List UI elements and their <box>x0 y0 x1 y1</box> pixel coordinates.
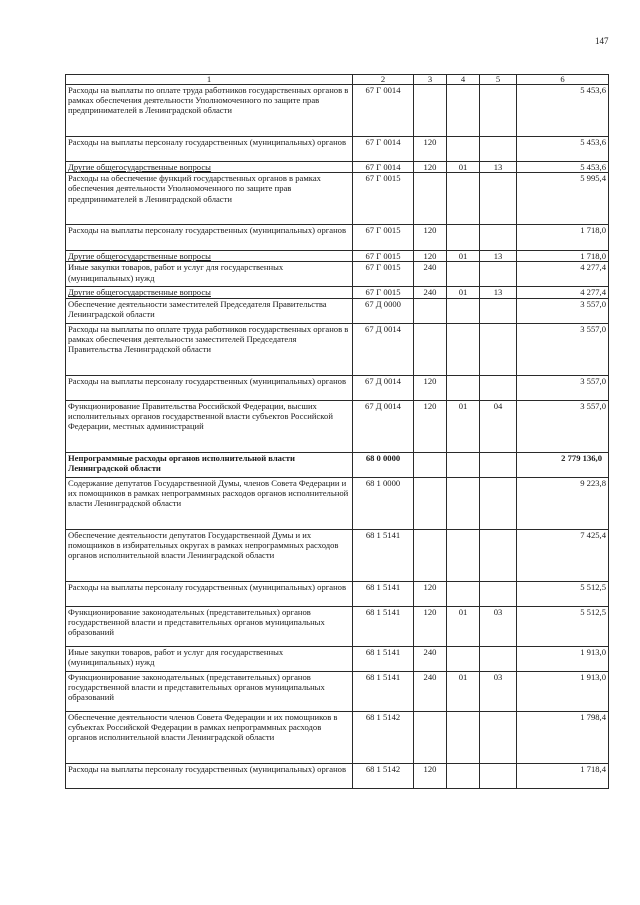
table-row <box>66 323 609 375</box>
table-row <box>66 529 609 581</box>
table-row <box>66 763 609 788</box>
row-rz-cell <box>447 711 480 763</box>
row-sum-cell: 5 995,4 <box>517 173 609 225</box>
row-sum-cell: 5 512,5 <box>517 606 609 646</box>
row-sum-cell: 1 913,0 <box>517 671 609 711</box>
row-vr-cell <box>414 298 447 323</box>
row-pr-cell <box>480 477 517 529</box>
row-sum-cell: 4 277,4 <box>517 287 609 298</box>
row-pr-cell <box>480 323 517 375</box>
row-rz-cell: 01 <box>447 287 480 298</box>
row-pr-cell: 13 <box>480 287 517 298</box>
row-pr-cell <box>480 763 517 788</box>
table-row <box>66 298 609 323</box>
row-name-cell <box>66 251 353 262</box>
row-vr-cell: 240 <box>414 287 447 298</box>
row-code-cell: 67 Г 0014 <box>353 137 414 162</box>
row-name-text: Расходы на выплаты персоналу государственных (муниципальных) органов <box>68 763 347 774</box>
row-code-cell: 68 1 5141 <box>353 529 414 581</box>
row-vr-cell: 120 <box>414 581 447 606</box>
table-row <box>66 251 609 262</box>
row-vr-cell: 240 <box>414 646 447 671</box>
row-pr-cell <box>480 137 517 162</box>
row-pr-cell <box>480 298 517 323</box>
row-pr-cell <box>480 581 517 606</box>
row-name-text: Функционирование законодательных (представительных) органов государственной власти и представительных органов муниципальных образований <box>68 606 325 638</box>
table-row <box>66 606 609 646</box>
row-rz-cell <box>447 529 480 581</box>
table-row <box>66 400 609 452</box>
table-row <box>66 262 609 287</box>
row-code-cell: 68 1 5142 <box>353 763 414 788</box>
row-code-cell: 67 Д 0000 <box>353 298 414 323</box>
row-code-cell: 68 1 5141 <box>353 581 414 606</box>
row-vr-cell: 240 <box>414 262 447 287</box>
row-pr-cell <box>480 452 517 477</box>
row-rz-cell <box>447 137 480 162</box>
row-name-text: Другие общегосударственные вопросы <box>68 287 211 298</box>
row-name-cell <box>66 162 353 173</box>
row-sum-cell: 1 718,0 <box>517 251 609 262</box>
row-vr-cell <box>414 323 447 375</box>
row-pr-cell <box>480 85 517 137</box>
row-rz-cell: 01 <box>447 606 480 646</box>
row-pr-cell <box>480 262 517 287</box>
header-cell-sum: 6 <box>517 75 609 85</box>
row-code-cell: 67 Г 0015 <box>353 262 414 287</box>
row-rz-cell <box>447 763 480 788</box>
row-name-text: Расходы на обеспечение функций государственных органов в рамках обеспечения деятельности Уполномоченного по защите прав предпринимателей в Ленинградской области <box>68 173 321 204</box>
row-name-text: Расходы на выплаты персоналу государственных (муниципальных) органов <box>68 581 347 592</box>
row-sum-cell: 1 718,4 <box>517 763 609 788</box>
row-name-text: Расходы на выплаты по оплате труда работников государственных органов в рамках обеспечения деятельности Уполномоченного по защите прав предпринимателей в Ленинградской области <box>68 85 349 116</box>
row-rz-cell <box>447 477 480 529</box>
row-name-text: Обеспечение деятельности членов Совета Федерации и их помощников в субъектах Российской Федерации в рамках непрограммных расходов органов исполнительной власти Ленинградской области <box>68 711 338 743</box>
table-row <box>66 452 609 477</box>
row-name-cell <box>66 323 353 375</box>
row-code-cell: 67 Д 0014 <box>353 400 414 452</box>
row-name-cell <box>66 646 353 671</box>
row-code-cell: 68 1 5141 <box>353 671 414 711</box>
row-pr-cell: 04 <box>480 400 517 452</box>
row-sum-cell: 5 453,6 <box>517 162 609 173</box>
row-vr-cell: 120 <box>414 763 447 788</box>
table-row <box>66 85 609 137</box>
table-row <box>66 225 609 251</box>
row-code-cell: 68 1 5141 <box>353 606 414 646</box>
header-cell-name: 1 <box>66 75 353 85</box>
row-pr-cell: 03 <box>480 606 517 646</box>
row-name-text: Обеспечение деятельности заместителей Председателя Правительства Ленинградской области <box>68 298 327 319</box>
row-name-text: Иные закупки товаров, работ и услуг для государственных (муниципальных) нужд <box>68 646 284 667</box>
row-name-cell <box>66 763 353 788</box>
row-pr-cell: 13 <box>480 162 517 173</box>
row-sum-cell: 1 798,4 <box>517 711 609 763</box>
row-vr-cell: 120 <box>414 606 447 646</box>
row-sum-cell: 1 718,0 <box>517 225 609 251</box>
row-name-cell <box>66 287 353 298</box>
row-sum-cell: 2 779 136,0 <box>517 452 609 477</box>
row-vr-cell: 120 <box>414 251 447 262</box>
row-pr-cell <box>480 711 517 763</box>
row-name-cell <box>66 400 353 452</box>
row-name-cell <box>66 262 353 287</box>
row-rz-cell <box>447 225 480 251</box>
row-rz-cell <box>447 375 480 400</box>
table-row <box>66 646 609 671</box>
row-vr-cell <box>414 452 447 477</box>
row-name-text: Расходы на выплаты персоналу государственных (муниципальных) органов <box>68 225 347 236</box>
row-vr-cell: 120 <box>414 162 447 173</box>
row-vr-cell: 240 <box>414 671 447 711</box>
row-code-cell: 67 Г 0015 <box>353 173 414 225</box>
row-rz-cell <box>447 581 480 606</box>
row-name-cell <box>66 225 353 251</box>
header-cell-pr: 5 <box>480 75 517 85</box>
row-name-cell <box>66 477 353 529</box>
row-name-cell <box>66 375 353 400</box>
row-vr-cell <box>414 711 447 763</box>
row-code-cell: 68 1 5141 <box>353 646 414 671</box>
row-name-text: Расходы на выплаты персоналу государственных (муниципальных) органов <box>68 137 347 147</box>
table-row <box>66 671 609 711</box>
row-rz-cell <box>447 173 480 225</box>
row-name-text: Другие общегосударственные вопросы <box>68 251 211 262</box>
budget-table <box>65 74 609 789</box>
row-name-cell <box>66 606 353 646</box>
row-code-cell: 68 1 0000 <box>353 477 414 529</box>
row-pr-cell <box>480 173 517 225</box>
page-number: 147 <box>595 36 609 46</box>
row-code-cell: 68 1 5142 <box>353 711 414 763</box>
row-name-text: Функционирование законодательных (представительных) органов государственной власти и представительных органов муниципальных образований <box>68 671 325 703</box>
row-name-text: Функционирование Правительства Российской Федерации, высших исполнительных органов государственной власти субъектов Российской Федерации, местных администраций <box>68 400 333 432</box>
row-code-cell: 67 Г 0014 <box>353 85 414 137</box>
row-name-cell <box>66 711 353 763</box>
table-row <box>66 287 609 298</box>
table-row <box>66 173 609 225</box>
row-name-cell <box>66 298 353 323</box>
row-rz-cell <box>447 646 480 671</box>
row-pr-cell: 03 <box>480 671 517 711</box>
row-name-cell <box>66 173 353 225</box>
header-cell-vr: 3 <box>414 75 447 85</box>
row-code-cell: 67 Г 0015 <box>353 225 414 251</box>
table-row <box>66 375 609 400</box>
row-vr-cell <box>414 85 447 137</box>
row-name-text: Обеспечение деятельности депутатов Государственной Думы и их помощников в избирательных округах в рамках непрограммных расходов органов исполнительной власти Ленинградской области <box>68 529 339 561</box>
row-name-text: Иные закупки товаров, работ и услуг для государственных (муниципальных) нужд <box>68 262 284 283</box>
row-vr-cell: 120 <box>414 225 447 251</box>
header-cell-code: 2 <box>353 75 414 85</box>
row-rz-cell: 01 <box>447 671 480 711</box>
row-name-cell <box>66 581 353 606</box>
row-sum-cell: 5 512,5 <box>517 581 609 606</box>
row-rz-cell: 01 <box>447 162 480 173</box>
row-code-cell: 67 Д 0014 <box>353 375 414 400</box>
row-vr-cell <box>414 173 447 225</box>
row-rz-cell <box>447 452 480 477</box>
row-vr-cell <box>414 529 447 581</box>
row-sum-cell: 7 425,4 <box>517 529 609 581</box>
row-name-cell <box>66 452 353 477</box>
row-pr-cell <box>480 529 517 581</box>
row-name-text: Непрограммные расходы органов исполнительной власти Ленинградской области <box>68 452 295 473</box>
header-cell-rz: 4 <box>447 75 480 85</box>
row-pr-cell <box>480 225 517 251</box>
row-rz-cell <box>447 323 480 375</box>
row-sum-cell: 5 453,6 <box>517 85 609 137</box>
row-name-text: Расходы на выплаты по оплате труда работников государственных органов в рамках обеспечения деятельности заместителей Председателя Правительства Ленинградской области <box>68 323 349 355</box>
row-sum-cell: 3 557,0 <box>517 323 609 375</box>
row-vr-cell: 120 <box>414 375 447 400</box>
row-code-cell: 67 Г 0015 <box>353 287 414 298</box>
row-code-cell: 67 Г 0015 <box>353 251 414 262</box>
row-code-cell: 67 Д 0014 <box>353 323 414 375</box>
table-row <box>66 162 609 173</box>
row-rz-cell: 01 <box>447 251 480 262</box>
row-sum-cell: 4 277,4 <box>517 262 609 287</box>
row-name-cell <box>66 671 353 711</box>
row-name-text: Содержание депутатов Государственной Думы, членов Совета Федерации и их помощников в рамках непрограммных расходов органов исполнительной власти Ленинградской области <box>68 477 349 509</box>
row-name-text: Другие общегосударственные вопросы <box>68 162 211 172</box>
table-row <box>66 581 609 606</box>
row-sum-cell: 3 557,0 <box>517 298 609 323</box>
row-code-cell: 68 0 0000 <box>353 452 414 477</box>
row-pr-cell <box>480 375 517 400</box>
row-rz-cell: 01 <box>447 400 480 452</box>
row-sum-cell: 9 223,8 <box>517 477 609 529</box>
row-vr-cell <box>414 477 447 529</box>
row-rz-cell <box>447 298 480 323</box>
row-vr-cell: 120 <box>414 137 447 162</box>
row-rz-cell <box>447 262 480 287</box>
row-vr-cell: 120 <box>414 400 447 452</box>
row-sum-cell: 3 557,0 <box>517 400 609 452</box>
row-name-text: Расходы на выплаты персоналу государственных (муниципальных) органов <box>68 375 347 386</box>
table-header-row <box>66 75 609 85</box>
row-pr-cell <box>480 646 517 671</box>
table-row <box>66 137 609 162</box>
table-row <box>66 477 609 529</box>
row-name-cell <box>66 85 353 137</box>
table-row <box>66 711 609 763</box>
row-rz-cell <box>447 85 480 137</box>
row-code-cell: 67 Г 0014 <box>353 162 414 173</box>
row-name-cell <box>66 137 353 162</box>
row-pr-cell: 13 <box>480 251 517 262</box>
row-sum-cell: 1 913,0 <box>517 646 609 671</box>
row-sum-cell: 5 453,6 <box>517 137 609 162</box>
row-sum-cell: 3 557,0 <box>517 375 609 400</box>
row-name-cell <box>66 529 353 581</box>
